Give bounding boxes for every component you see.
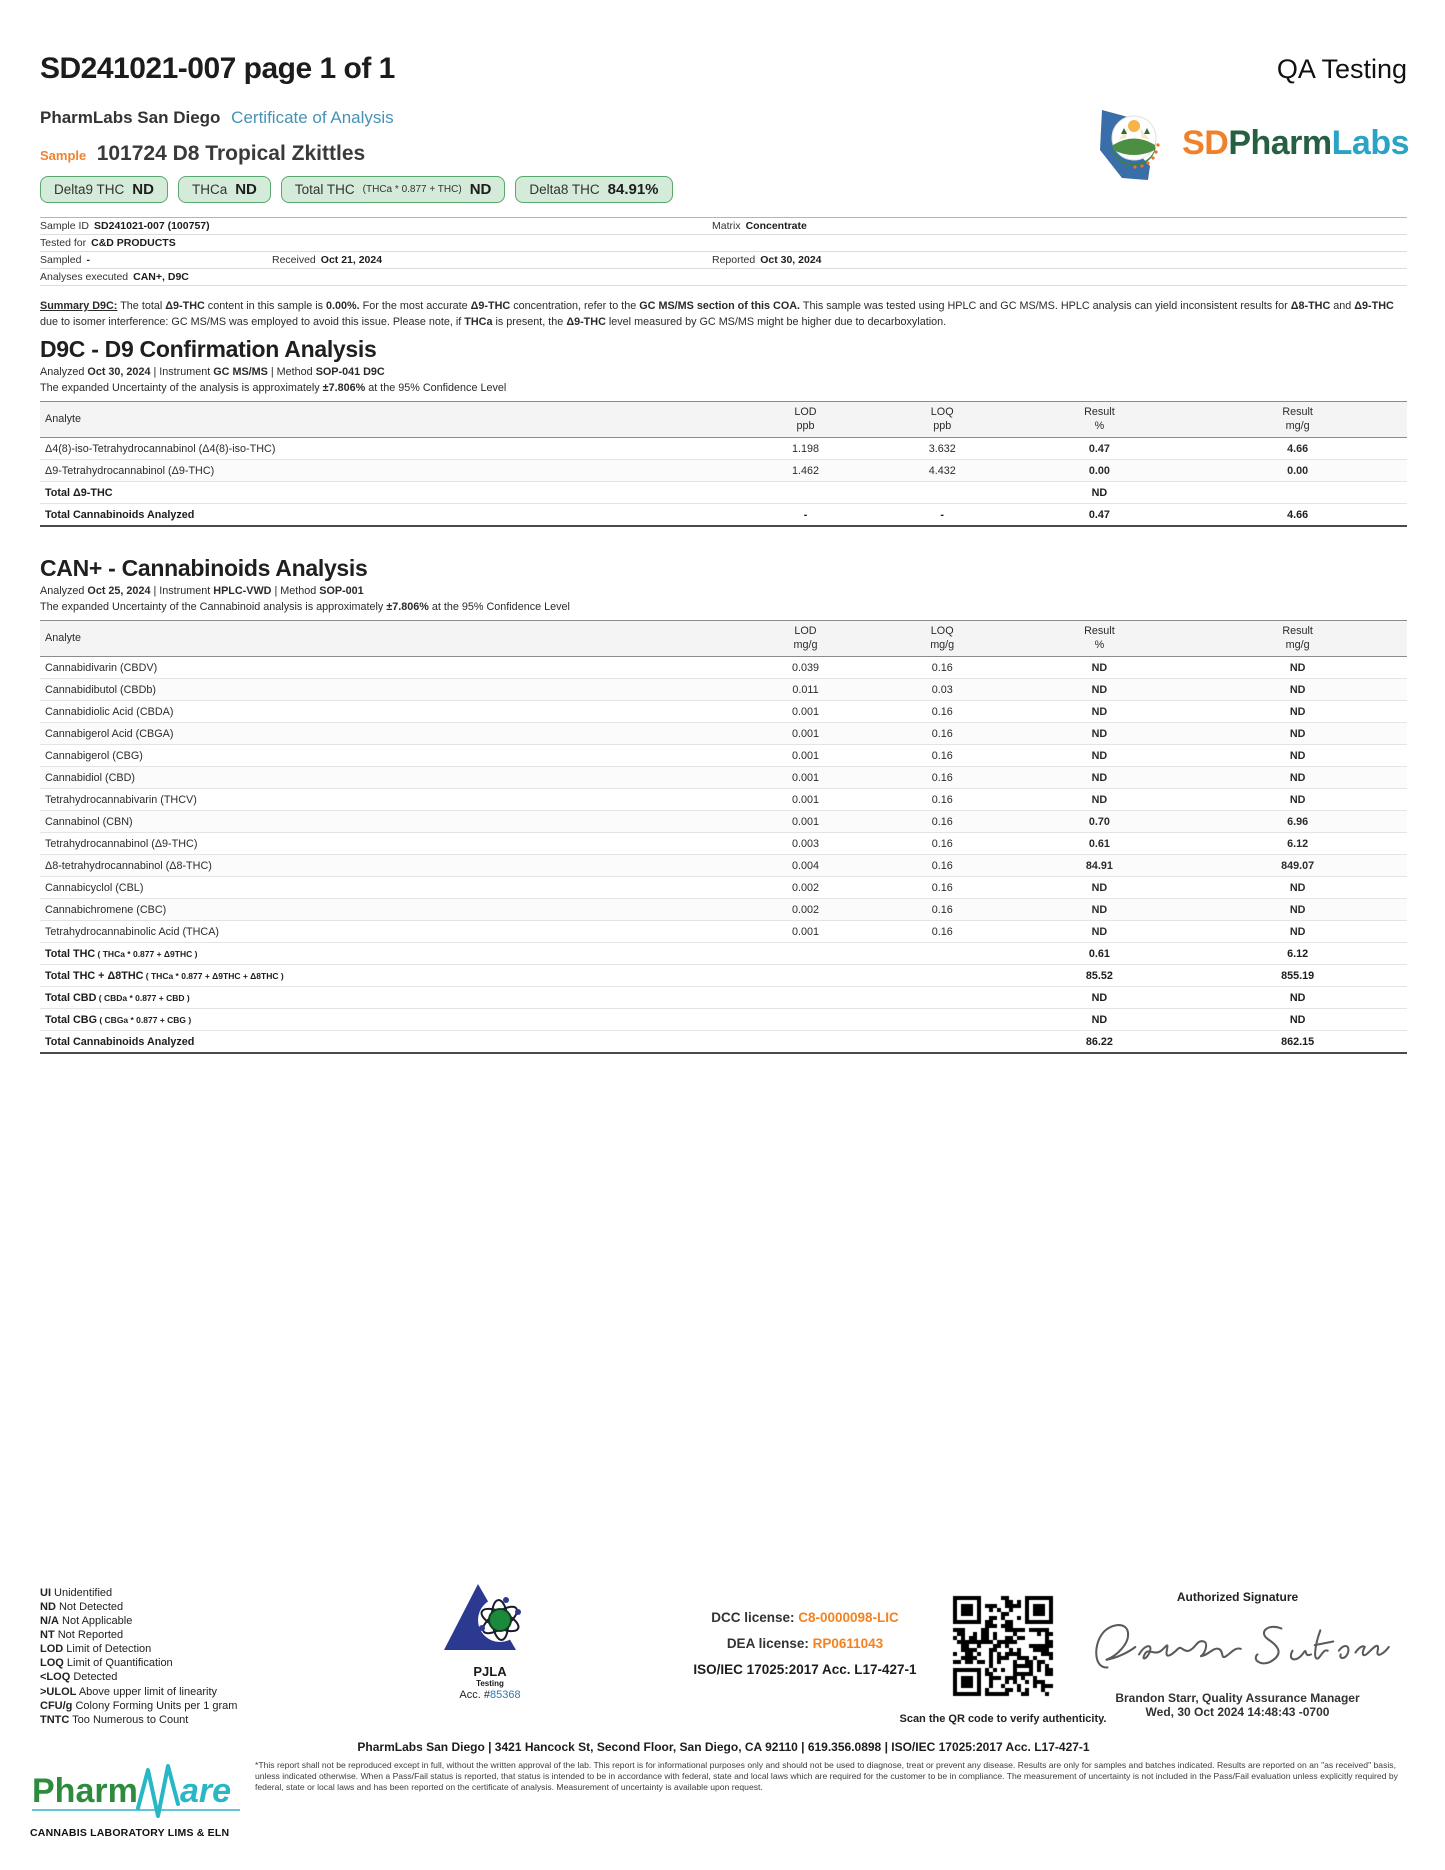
info-field bbox=[712, 220, 807, 232]
info-row bbox=[40, 252, 1407, 269]
text-segment: Analyzed bbox=[40, 366, 88, 379]
result-pct-cell: ND bbox=[1011, 701, 1189, 723]
badge-label: Delta8 THC bbox=[529, 182, 600, 197]
result-mgg-cell: 862.15 bbox=[1188, 1031, 1407, 1054]
analyte-cell: Δ8-tetrahydrocannabinol (Δ8-THC) bbox=[40, 855, 737, 877]
loq-cell: 0.16 bbox=[874, 657, 1011, 679]
abbreviation-legend bbox=[40, 1586, 237, 1727]
result-pct-cell: ND bbox=[1011, 877, 1189, 899]
lod-cell bbox=[737, 965, 874, 987]
lod-cell: 0.011 bbox=[737, 679, 874, 701]
text-segment: The expanded Uncertainty of the Cannabinoid analysis is approximately bbox=[40, 601, 387, 614]
table-row bbox=[40, 438, 1407, 460]
result-badge bbox=[178, 176, 271, 203]
iso-accreditation: ISO/IEC 17025:2017 Acc. L17-427-1 bbox=[693, 1662, 917, 1677]
pjla-logo-icon bbox=[440, 1578, 540, 1658]
text-segment: is present, the bbox=[492, 315, 567, 328]
result-pct-cell: ND bbox=[1011, 921, 1189, 943]
text-segment: Δ9-THC bbox=[165, 300, 205, 312]
text-segment: | Method bbox=[267, 366, 316, 379]
info-field bbox=[40, 271, 189, 283]
badge-label: Total THC bbox=[294, 182, 355, 197]
table-row bbox=[40, 833, 1407, 855]
loq-cell: 3.632 bbox=[874, 438, 1011, 460]
result-mgg-cell: ND bbox=[1188, 745, 1407, 767]
d9c-uncertainty bbox=[40, 382, 1407, 394]
analyte-cell: Total THC ( THCa * 0.877 + Δ9THC ) bbox=[40, 943, 737, 965]
result-pct-cell: ND bbox=[1011, 657, 1189, 679]
text-segment: due to isomer interference: GC MS/MS was employed to avoid this issue. Please note, if bbox=[40, 315, 465, 328]
certificate-label: Certificate of Analysis bbox=[231, 108, 394, 127]
info-field bbox=[272, 254, 382, 266]
loq-cell: 0.16 bbox=[874, 789, 1011, 811]
info-row bbox=[40, 218, 1407, 235]
loq-cell bbox=[874, 943, 1011, 965]
result-mgg-cell: 855.19 bbox=[1188, 965, 1407, 987]
table-row bbox=[40, 482, 1407, 504]
loq-cell: 0.16 bbox=[874, 811, 1011, 833]
pharmware-logo bbox=[30, 1764, 260, 1839]
lod-cell: 0.003 bbox=[737, 833, 874, 855]
result-mgg-cell: 849.07 bbox=[1188, 855, 1407, 877]
cannabinoids-table bbox=[40, 620, 1407, 1054]
result-mgg-cell bbox=[1188, 482, 1407, 504]
column-header: Result mg/g bbox=[1188, 621, 1407, 657]
signatory-name: Brandon Starr, Quality Assurance Manager bbox=[1115, 1691, 1360, 1705]
result-badge bbox=[515, 176, 672, 203]
legend-item: TNTC Too Numerous to Count bbox=[40, 1713, 189, 1726]
loq-cell: 4.432 bbox=[874, 460, 1011, 482]
info-value: SD241021-007 (100757) bbox=[94, 220, 210, 232]
badge-value: ND bbox=[235, 181, 257, 198]
result-badge bbox=[40, 176, 168, 203]
analyte-cell: Cannabichromene (CBC) bbox=[40, 899, 737, 921]
text-segment: GC MS/MS bbox=[213, 366, 268, 379]
lod-cell: 1.198 bbox=[737, 438, 874, 460]
table-row bbox=[40, 1009, 1407, 1031]
brand-pharm: Pharm bbox=[1228, 123, 1332, 162]
analyte-cell: Cannabigerol Acid (CBGA) bbox=[40, 723, 737, 745]
analyte-cell: Tetrahydrocannabivarin (THCV) bbox=[40, 789, 737, 811]
text-segment: ±7.806% bbox=[386, 601, 429, 614]
legend-item: ND Not Detected bbox=[40, 1601, 124, 1614]
california-icon bbox=[1088, 104, 1176, 182]
text-segment: and bbox=[1330, 300, 1355, 312]
info-field bbox=[40, 254, 90, 266]
handwritten-signature-icon bbox=[1073, 1610, 1403, 1684]
badge-formula: (THCa * 0.877 + THC) bbox=[362, 184, 462, 195]
text-segment: Δ9-THC bbox=[470, 300, 511, 312]
info-label: Received bbox=[272, 254, 316, 266]
result-mgg-cell: ND bbox=[1188, 1009, 1407, 1031]
analyte-cell: Cannabidivarin (CBDV) bbox=[40, 657, 737, 679]
text-segment: Δ8-THC bbox=[1290, 300, 1331, 312]
table-row bbox=[40, 877, 1407, 899]
analyte-cell: Cannabinol (CBN) bbox=[40, 811, 737, 833]
footer bbox=[30, 1578, 1407, 1870]
d9c-meta bbox=[40, 366, 1407, 378]
lod-cell: 0.001 bbox=[737, 723, 874, 745]
text-segment: Analyzed bbox=[40, 585, 88, 598]
result-mgg-cell: ND bbox=[1188, 679, 1407, 701]
result-pct-cell: ND bbox=[1011, 679, 1189, 701]
result-pct-cell: ND bbox=[1011, 767, 1189, 789]
table-row bbox=[40, 943, 1407, 965]
info-label: Sample ID bbox=[40, 220, 90, 232]
info-row bbox=[40, 269, 1407, 286]
badge-label: Delta9 THC bbox=[54, 182, 125, 197]
result-pct-cell: ND bbox=[1011, 1009, 1189, 1031]
table-row bbox=[40, 1031, 1407, 1054]
badge-value: ND bbox=[132, 181, 154, 198]
pjla-sub: Testing bbox=[476, 1679, 504, 1688]
text-segment: GC MS/MS section of this COA. bbox=[639, 300, 801, 312]
text-segment: HPLC-VWD bbox=[213, 585, 272, 598]
loq-cell: 0.16 bbox=[874, 855, 1011, 877]
loq-cell bbox=[874, 987, 1011, 1009]
legend-item: NT Not Reported bbox=[40, 1629, 124, 1642]
signature-block bbox=[1045, 1590, 1430, 1719]
analyte-cell: Total Cannabinoids Analyzed bbox=[40, 504, 737, 527]
lod-cell: 0.039 bbox=[737, 657, 874, 679]
result-mgg-cell: 6.96 bbox=[1188, 811, 1407, 833]
loq-cell: 0.16 bbox=[874, 833, 1011, 855]
result-pct-cell: 0.47 bbox=[1011, 504, 1189, 527]
column-header: Analyte bbox=[40, 402, 737, 438]
loq-cell bbox=[874, 482, 1011, 504]
sample-info-table bbox=[40, 217, 1407, 286]
table-row bbox=[40, 789, 1407, 811]
result-mgg-cell: ND bbox=[1188, 723, 1407, 745]
lod-cell: 0.002 bbox=[737, 899, 874, 921]
loq-cell: 0.16 bbox=[874, 877, 1011, 899]
lod-cell bbox=[737, 1009, 874, 1031]
table-row bbox=[40, 987, 1407, 1009]
analyte-cell: Cannabigerol (CBG) bbox=[40, 745, 737, 767]
info-label: Tested for bbox=[40, 237, 87, 249]
table-row bbox=[40, 460, 1407, 482]
analyte-cell: Total Δ9-THC bbox=[40, 482, 737, 504]
legend-item: >ULOL Above upper limit of linearity bbox=[40, 1685, 218, 1698]
badge-label: THCa bbox=[191, 182, 228, 197]
lod-cell: 0.004 bbox=[737, 855, 874, 877]
table-row bbox=[40, 723, 1407, 745]
legend-item: LOQ Limit of Quantification bbox=[40, 1657, 173, 1670]
text-segment: Summary D9C: bbox=[40, 300, 118, 312]
lod-cell bbox=[737, 943, 874, 965]
text-segment: | Instrument bbox=[150, 366, 214, 379]
info-field bbox=[712, 254, 822, 266]
result-mgg-cell: ND bbox=[1188, 921, 1407, 943]
loq-cell bbox=[874, 1009, 1011, 1031]
badge-value: ND bbox=[469, 181, 492, 198]
analyte-cell: Tetrahydrocannabinolic Acid (THCA) bbox=[40, 921, 737, 943]
sample-label: Sample bbox=[40, 148, 87, 163]
loq-cell: 0.16 bbox=[874, 745, 1011, 767]
lod-cell: 0.001 bbox=[737, 701, 874, 723]
column-header: LOQ ppb bbox=[874, 402, 1011, 438]
loq-cell bbox=[874, 1031, 1011, 1054]
result-mgg-cell: ND bbox=[1188, 701, 1407, 723]
qr-code-icon bbox=[945, 1588, 1061, 1704]
analyte-cell: Tetrahydrocannabinol (Δ9-THC) bbox=[40, 833, 737, 855]
result-mgg-cell: ND bbox=[1188, 877, 1407, 899]
table-row bbox=[40, 855, 1407, 877]
document-id: SD241021-007 page 1 of 1 bbox=[40, 52, 395, 85]
result-pct-cell: 85.52 bbox=[1011, 965, 1189, 987]
dcc-license: DCC license: C8-0000098-LIC bbox=[711, 1610, 899, 1625]
text-segment: 0.00%. bbox=[326, 300, 360, 312]
result-mgg-cell: 6.12 bbox=[1188, 833, 1407, 855]
analyte-cell: Total CBG ( CBGa * 0.877 + CBG ) bbox=[40, 1009, 737, 1031]
text-segment: at the 95% Confidence Level bbox=[365, 382, 507, 395]
loq-cell: 0.16 bbox=[874, 701, 1011, 723]
result-pct-cell: 0.70 bbox=[1011, 811, 1189, 833]
pharmware-logo-icon bbox=[30, 1764, 250, 1822]
result-mgg-cell: 6.12 bbox=[1188, 943, 1407, 965]
result-pct-cell: 0.61 bbox=[1011, 943, 1189, 965]
result-pct-cell: ND bbox=[1011, 723, 1189, 745]
text-segment: For the most accurate bbox=[359, 300, 471, 312]
loq-cell: 0.16 bbox=[874, 767, 1011, 789]
result-pct-cell: 0.61 bbox=[1011, 833, 1189, 855]
analyte-cell: Δ9-Tetrahydrocannabinol (Δ9-THC) bbox=[40, 460, 737, 482]
result-mgg-cell: ND bbox=[1188, 767, 1407, 789]
result-mgg-cell: ND bbox=[1188, 899, 1407, 921]
lod-cell: - bbox=[737, 504, 874, 527]
result-mgg-cell: 0.00 bbox=[1188, 460, 1407, 482]
pjla-accreditation-number: Acc. #85368 bbox=[459, 1689, 521, 1701]
lab-name: PharmLabs San Diego bbox=[40, 108, 221, 127]
result-pct-cell: 86.22 bbox=[1011, 1031, 1189, 1054]
text-segment: SOP-041 D9C bbox=[315, 366, 385, 379]
total-formula: ( THCa * 0.877 + Δ9THC + Δ8THC ) bbox=[143, 970, 284, 981]
qr-caption: Scan the QR code to verify authenticity. bbox=[899, 1713, 1107, 1725]
result-pct-cell: 0.47 bbox=[1011, 438, 1189, 460]
lod-cell: 0.002 bbox=[737, 877, 874, 899]
signature-date: Wed, 30 Oct 2024 14:48:43 -0700 bbox=[1145, 1705, 1330, 1719]
info-label: Reported bbox=[712, 254, 756, 266]
text-segment: | Method bbox=[271, 585, 320, 598]
svg-text:are: are bbox=[180, 1772, 232, 1810]
table-row bbox=[40, 657, 1407, 679]
info-value: Oct 21, 2024 bbox=[320, 254, 383, 266]
table-row bbox=[40, 921, 1407, 943]
info-label: Analyses executed bbox=[40, 271, 129, 283]
legend-item: LOD Limit of Detection bbox=[40, 1643, 152, 1656]
info-value: CAN+, D9C bbox=[133, 271, 189, 283]
column-header: LOQ mg/g bbox=[874, 621, 1011, 657]
sdpharmlabs-logo bbox=[1088, 104, 1409, 182]
d9c-table bbox=[40, 401, 1407, 527]
analyte-cell: Total CBD ( CBDa * 0.877 + CBD ) bbox=[40, 987, 737, 1009]
svg-text:Pharm: Pharm bbox=[32, 1772, 138, 1810]
text-segment: concentration, refer to the bbox=[510, 300, 640, 312]
lab-address: PharmLabs San Diego | 3421 Hancock St, Second Floor, San Diego, CA 92110 | 619.356.0898 | ISO/IEC 17025:2017 Acc. L17-427-1 bbox=[357, 1740, 1090, 1754]
text-segment: The total bbox=[117, 300, 166, 312]
text-segment: level measured by GC MS/MS might be higher due to decarboxylation. bbox=[605, 315, 947, 328]
result-mgg-cell: 4.66 bbox=[1188, 504, 1407, 527]
lod-cell: 0.001 bbox=[737, 767, 874, 789]
summary-d9c bbox=[40, 299, 1400, 330]
result-mgg-cell: 4.66 bbox=[1188, 438, 1407, 460]
loq-cell: 0.16 bbox=[874, 723, 1011, 745]
titlebar bbox=[40, 52, 1407, 86]
brand-text bbox=[1182, 124, 1409, 163]
qa-testing-label: QA Testing bbox=[1276, 54, 1407, 84]
text-segment: | Instrument bbox=[150, 585, 214, 598]
column-header: LOD ppb bbox=[737, 402, 874, 438]
lod-cell: 0.001 bbox=[737, 921, 874, 943]
pjla-accreditation bbox=[430, 1578, 550, 1701]
result-pct-cell: 84.91 bbox=[1011, 855, 1189, 877]
text-segment: content in this sample is bbox=[204, 300, 327, 312]
info-field bbox=[40, 220, 210, 232]
legend-item: CFU/g Colony Forming Units per 1 gram bbox=[40, 1699, 238, 1712]
table-row bbox=[40, 679, 1407, 701]
brand-labs: Labs bbox=[1331, 123, 1409, 162]
lod-cell bbox=[737, 1031, 874, 1054]
info-field bbox=[40, 237, 176, 249]
text-segment: This sample was tested using HPLC and GC MS/MS. HPLC analysis can yield inconsistent results for bbox=[800, 300, 1291, 312]
column-header: Result mg/g bbox=[1188, 402, 1407, 438]
lod-cell bbox=[737, 482, 874, 504]
table-row bbox=[40, 899, 1407, 921]
text-segment: SOP-001 bbox=[319, 585, 364, 598]
analyte-cell: Cannabidiolic Acid (CBDA) bbox=[40, 701, 737, 723]
table-row bbox=[40, 767, 1407, 789]
table-row bbox=[40, 701, 1407, 723]
total-formula: ( THCa * 0.877 + Δ9THC ) bbox=[95, 948, 198, 959]
brand-sd: SD bbox=[1182, 123, 1229, 162]
loq-cell: 0.03 bbox=[874, 679, 1011, 701]
can-section-title: CAN+ - Cannabinoids Analysis bbox=[40, 555, 368, 582]
result-pct-cell: 0.00 bbox=[1011, 460, 1189, 482]
info-row bbox=[40, 235, 1407, 252]
column-header: Analyte bbox=[40, 621, 737, 657]
result-pct-cell: ND bbox=[1011, 899, 1189, 921]
result-badge bbox=[281, 176, 505, 203]
result-mgg-cell: ND bbox=[1188, 657, 1407, 679]
analyte-cell: Total THC + Δ8THC ( THCa * 0.877 + Δ9THC + Δ8THC ) bbox=[40, 965, 737, 987]
text-segment: Δ9-THC bbox=[1354, 300, 1394, 312]
lod-cell: 0.001 bbox=[737, 745, 874, 767]
text-segment: at the 95% Confidence Level bbox=[428, 601, 570, 614]
text-segment: Oct 30, 2024 bbox=[87, 366, 151, 379]
table-row bbox=[40, 965, 1407, 987]
info-label: Sampled bbox=[40, 254, 82, 266]
analyte-cell: Cannabidibutol (CBDb) bbox=[40, 679, 737, 701]
report-disclaimer: *This report shall not be reproduced except in full, without the written approval of the lab. This report is for informational purposes only and should not be used to diagnose, treat or prevent any disease. Results are only for samples and batches indicated. Results are reported on an "as received" basis, unless indicated otherwise. When a Pass/Fail status is reported, that status is intended to be in accordance with federal, state and local laws which are required for the customer to be in compliance. The measurement of uncertainty is not included in the Pass/Fail evaluation unless explicitly required by federal, state or local laws and has been reported on the certificate of analysis. Measurement of uncertainty is available upon request. bbox=[255, 1760, 1398, 1793]
column-header: Result % bbox=[1011, 621, 1189, 657]
loq-cell bbox=[874, 965, 1011, 987]
pharmware-tagline: CANNABIS LABORATORY LIMS & ELN bbox=[30, 1827, 230, 1839]
analyte-cell: Total Cannabinoids Analyzed bbox=[40, 1031, 737, 1054]
lod-cell: 0.001 bbox=[737, 811, 874, 833]
info-value: Concentrate bbox=[745, 220, 807, 232]
column-header: LOD mg/g bbox=[737, 621, 874, 657]
text-segment: Δ9-THC bbox=[566, 315, 606, 328]
text-segment: ±7.806% bbox=[322, 382, 366, 395]
result-pct-cell: ND bbox=[1011, 789, 1189, 811]
lod-cell bbox=[737, 987, 874, 1009]
result-mgg-cell: ND bbox=[1188, 987, 1407, 1009]
loq-cell: - bbox=[874, 504, 1011, 527]
info-value: C&D PRODUCTS bbox=[91, 237, 176, 249]
result-pct-cell: ND bbox=[1011, 987, 1189, 1009]
pjla-name: PJLA bbox=[473, 1664, 507, 1679]
legend-item: <LOQ Detected bbox=[40, 1671, 118, 1684]
result-mgg-cell: ND bbox=[1188, 789, 1407, 811]
column-header: Result % bbox=[1011, 402, 1189, 438]
lod-cell: 1.462 bbox=[737, 460, 874, 482]
dea-license: DEA license: RP0611043 bbox=[726, 1636, 884, 1651]
authorized-signature-label: Authorized Signature bbox=[1176, 1590, 1299, 1604]
loq-cell: 0.16 bbox=[874, 899, 1011, 921]
can-uncertainty bbox=[40, 601, 1407, 613]
loq-cell: 0.16 bbox=[874, 921, 1011, 943]
analyte-cell: Δ4(8)-iso-Tetrahydrocannabinol (Δ4(8)-iso-THC) bbox=[40, 438, 737, 460]
table-row bbox=[40, 745, 1407, 767]
info-value: - bbox=[86, 254, 90, 266]
can-meta bbox=[40, 585, 1407, 597]
result-pct-cell: ND bbox=[1011, 745, 1189, 767]
info-value: Oct 30, 2024 bbox=[760, 254, 822, 266]
table-row bbox=[40, 811, 1407, 833]
info-label: Matrix bbox=[712, 220, 741, 232]
sample-name: 101724 D8 Tropical Zkittles bbox=[96, 142, 366, 165]
badge-value: 84.91% bbox=[607, 181, 659, 198]
result-pct-cell: ND bbox=[1011, 482, 1189, 504]
analyte-cell: Cannabicyclol (CBL) bbox=[40, 877, 737, 899]
table-row bbox=[40, 504, 1407, 527]
total-formula: ( CBGa * 0.877 + CBG ) bbox=[96, 1014, 192, 1025]
legend-item: N/A Not Applicable bbox=[40, 1615, 133, 1628]
d9c-section-title: D9C - D9 Confirmation Analysis bbox=[40, 336, 377, 363]
analyte-cell: Cannabidiol (CBD) bbox=[40, 767, 737, 789]
total-formula: ( CBDa * 0.877 + CBD ) bbox=[96, 992, 190, 1003]
legend-item: UI Unidentified bbox=[40, 1587, 113, 1599]
text-segment: The expanded Uncertainty of the analysis is approximately bbox=[40, 382, 323, 395]
lod-cell: 0.001 bbox=[737, 789, 874, 811]
text-segment: THCa bbox=[464, 315, 493, 328]
text-segment: Oct 25, 2024 bbox=[87, 585, 151, 598]
